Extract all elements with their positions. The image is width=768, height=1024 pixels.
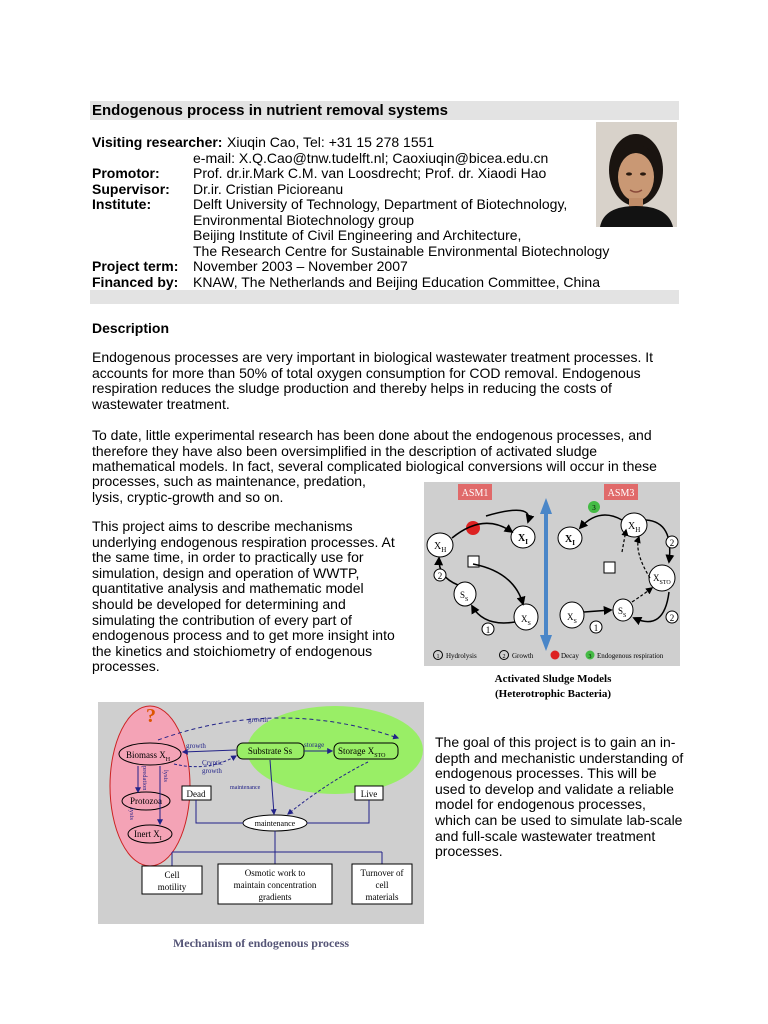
osmotic-line-1: Osmotic work to (244, 868, 306, 878)
osmotic-line-3: gradients (258, 892, 292, 902)
asm3-node-xs-label: $X_S$ (567, 612, 577, 625)
legend-hydrolysis-num: 1 (436, 654, 440, 660)
description-paragraph-2-end: processes, such as maintenance, predation, lysis, cryptic-growth and so on. (92, 473, 366, 505)
live-label: Live (360, 789, 378, 799)
promotor-value: Prof. dr.ir.Mark C.M. van Loosdrecht; Prof. dr. Xiaodi Hao (193, 165, 547, 181)
biomass-label: Biomass $X_H$ (126, 750, 171, 763)
asm-figure (424, 482, 680, 666)
storage-arrow-label: storage (304, 741, 325, 749)
financed-label: Financed by: (92, 273, 179, 290)
asm1-num-1-text: 1 (485, 625, 491, 635)
institute-line: Environmental Biotechnology group (193, 211, 415, 228)
email-value: e-mail: X.Q.Cao@tnw.tudelft.nl; Caoxiuqin@bicea.edu.cn (193, 149, 549, 166)
visiting-researcher-label: Visiting researcher: (92, 134, 223, 150)
mechanism-caption: Mechanism of endogenous process (172, 936, 350, 950)
promotor-label: Promotor: (92, 165, 160, 181)
description-paragraph-1: Endogenous processes are very important in biological wastewater treatment processes. It accounts for more than 50% of total oxygen consumption for COD removal. Endogenous respiration reduces the sludge production and thereby helps in reducing the costs of wastewater treatment. (92, 349, 654, 412)
researcher-photo (596, 122, 677, 227)
asm-diagram (424, 482, 680, 666)
storage-label: Storage $X_{STO}$ (338, 746, 386, 759)
asm1-node-xi-label: $X_I$ (518, 533, 528, 546)
lysis-label-2: lysis (128, 808, 135, 820)
asm1-node-xs-label: $X_S$ (521, 614, 531, 627)
legend-decay-marker (551, 651, 560, 660)
legend-decay: Decay (561, 652, 579, 660)
substrate-label: Substrate Ss (247, 746, 293, 756)
visiting-researcher-value: Xiuqin Cao, Tel: +31 15 278 1551 (227, 134, 435, 150)
supervisor-value: Dr.ir. Cristian Picioreanu (193, 180, 344, 197)
description-paragraph-4: The goal of this project is to gain an in-depth and mechanistic understanding of endogenous processes. This will be used to develop and validate a reliable model for endogenous processes, which can be used to simulate lab-scale and full-scale wastewater treatment processes. (435, 734, 684, 860)
growth-mid-label: growth (186, 742, 206, 750)
project-term-label: Project term: (92, 258, 179, 274)
inert-label: Inert $X_I$ (134, 829, 162, 842)
portrait-image (596, 122, 677, 227)
turnover-line-1: Turnover of (360, 868, 404, 878)
financed-value: KNAW, The Netherlands and Beijing Education Committee, China (193, 273, 600, 290)
asm3-label: ASM3 (607, 488, 635, 499)
asm3-node-xsto-label: $X_{STO}$ (653, 573, 671, 586)
asm-caption (470, 672, 636, 702)
description-heading: Description (92, 320, 170, 336)
cryptic-label-1: Cryptic (202, 759, 223, 767)
question-mark: ? (146, 705, 156, 727)
lysis-label: lysis (162, 770, 169, 782)
researcher-info (92, 135, 612, 295)
asm3-node-xh-label: $X_H$ (628, 521, 641, 534)
mechanism-diagram (98, 702, 424, 924)
turnover-line-3: materials (365, 892, 399, 902)
asm3-ss-box (604, 562, 615, 573)
legend-hydrolysis: Hydrolysis (446, 652, 477, 660)
institute-line: Delft University of Technology, Department of Biotechnology, (193, 196, 568, 212)
institute-line: Beijing Institute of Civil Engineering and Architecture, (193, 227, 522, 243)
maintenance-small-label: maintenance (230, 785, 261, 791)
asm-background (424, 482, 680, 666)
asm-caption-line-2: (Heterotrophic Bacteria) (495, 688, 611, 700)
asm-caption-line-1: Activated Sludge Models (494, 673, 612, 685)
dead-label: Dead (186, 789, 206, 799)
mechanism-figure (98, 702, 424, 924)
description-paragraph-3: This project aims to describe mechanisms underlying endogenous respiration processes. At the same time, in order to practically use for simulation, design and operation of WWTP, quantitative analysis and mathematic model should be developed for determining and simulating the contribution of every part of endogenous process and to get more insight into the kinetics and stoichiometry of endogenous processes. (92, 518, 395, 675)
asm3-num-2a-text: 2 (669, 538, 675, 548)
asm1-node-ss-label: $S_S$ (460, 590, 469, 603)
cryptic-label-2: growth (202, 767, 222, 775)
turnover-line-2: cell (375, 880, 389, 890)
institute-line: The Research Centre for Sustainable Environmental Biotechnology (193, 242, 610, 259)
asm1-node-xh-label: $X_H$ (434, 541, 447, 554)
legend-growth: Growth (512, 652, 534, 660)
project-term-value: November 2003 – November 2007 (193, 258, 408, 274)
supervisor-label: Supervisor: (92, 180, 170, 197)
growth-top-label: growth (248, 716, 268, 724)
legend-growth-num: 2 (502, 654, 506, 660)
legend-endogenous: Endogenous respiration (597, 652, 664, 660)
asm1-label: ASM1 (461, 488, 489, 499)
protozoa-label: Protozoa (130, 796, 162, 806)
asm1-num-2-text: 2 (437, 571, 443, 581)
asm3-num-1-text: 1 (593, 623, 599, 633)
osmotic-line-2: maintain concentration (233, 880, 317, 890)
legend-endogenous-num: 3 (588, 654, 592, 660)
asm3-num-2b-text: 2 (669, 613, 675, 623)
asm3-node-ss-label: $S_S$ (618, 606, 627, 619)
predation-label: predation (141, 766, 148, 791)
cell-motility-line-2: motility (157, 882, 187, 892)
separator-bar (90, 290, 679, 304)
asm3-node-xi-label: $X_I$ (565, 534, 575, 547)
cell-motility-line-1: Cell (164, 870, 180, 880)
page-title: Endogenous process in nutrient removal systems (92, 102, 448, 119)
maintenance-label: maintenance (254, 819, 296, 828)
asm3-num-3-text: 3 (592, 504, 596, 512)
institute-label: Institute: (92, 196, 152, 212)
description-paragraph-2: To date, little experimental research has been done about the endogenous processes, and therefore they have also been oversimplified in the description of activated sludge mathematical models. In fact, several complicated biological conversions will occur in these (92, 427, 657, 475)
